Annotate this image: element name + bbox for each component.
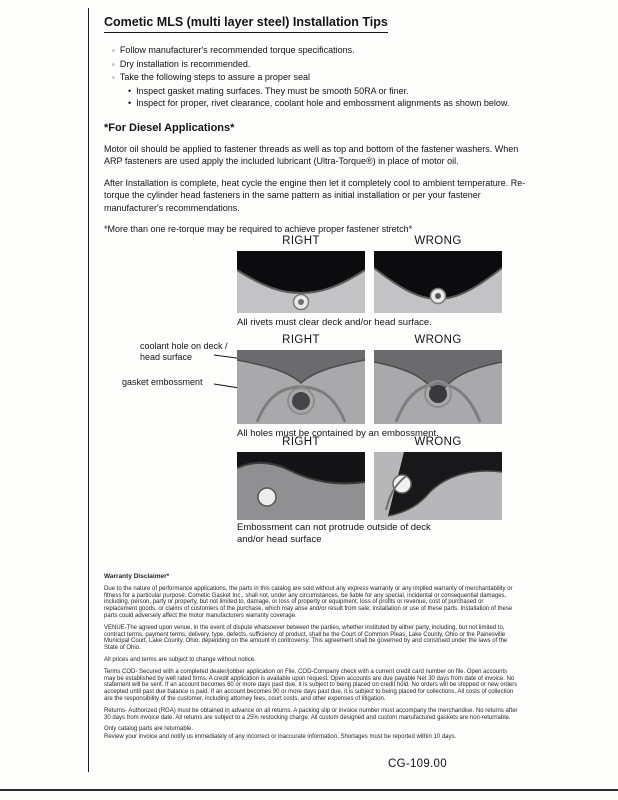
protrusion-right-image: [237, 452, 365, 520]
figure3-wrong-label: WRONG: [414, 436, 462, 448]
subtip-item: • Inspect for proper, rivet clearance, coolant hole and embossment alignments as shown below.: [128, 97, 542, 110]
disclaimer-paragraph: Only catalog parts are returnable.: [104, 726, 194, 733]
rivet-right-image: [237, 251, 365, 313]
figure2-right-label: RIGHT: [282, 334, 320, 346]
rivet-touching-deck-photo: [374, 251, 502, 313]
page-code: CG-109.00: [388, 758, 447, 770]
protrusion-wrong-image: [374, 452, 502, 520]
warranty-disclaimer-heading: Warranty Disclaimer*: [104, 573, 170, 580]
rivet-wrong-image: [374, 251, 502, 313]
subtip-item: • Inspect gasket mating surfaces. They must be smooth 50RA or finer.: [128, 85, 542, 98]
tip-item: ◦ Dry installation is recommended.: [112, 58, 542, 72]
figure3-caption: Embossment can not protrude outside of deck and/or head surface: [237, 522, 431, 545]
hole-contained-photo: [237, 350, 365, 424]
tip-item: ◦ Follow manufacturer's recommended torque specifications.: [112, 44, 542, 58]
bottom-edge-rule: [0, 789, 618, 791]
disclaimer-paragraph: Terms COD- Secured with a completed dealer/jobber application on File, COD-Company check with a current credit card number on file. Open accounts may be established by well rated firms. A credit application is available upon request. Open accounts are due payable Net 30 days from date of invoice. No statement will be sent. If an account becomes 60 or more days past due, it is subject to being placed on credit hold. No orders will be shipped or new orders accepted until past due balance is paid. If an account becomes 90 or more days past due, it is subject to being placed for collections. All costs of collection are the responsibility of the customer, including attorney fees, court costs, and other expenses of litigation.: [104, 668, 518, 702]
diesel-paragraph-1: Motor oil should be applied to fastener threads as well as top and bottom of the fastener washers. When ARP fasteners are used apply the included lubricant (Ultra-Torque®) in place of motor oil.: [104, 143, 519, 166]
disclaimer-paragraph: VENUE-The agreed upon venue, in the event of dispute whatsoever between the parties, whether instituted by either party, including, but not limited to, contract terms, payment terms, delivery, type, defects, sufficiency of product, shall be the Court of Common Pleas, Lake County, Ohio or the Painesville Municipal Court, Lake County, Ohio, depending on the amount in controversy. This agreement shall be governed by and construed under the laws of the State of Ohio.: [104, 624, 508, 652]
hole-not-contained-photo: [374, 350, 502, 424]
figure1-wrong-label: WRONG: [414, 235, 462, 247]
figure1-caption: All rivets must clear deck and/or head surface.: [237, 317, 432, 328]
retorque-note: *More than one re-torque may be required to achieve proper fastener stretch*: [104, 224, 413, 234]
embossment-inside-deck-photo: [237, 452, 365, 520]
figure1-right-label: RIGHT: [282, 235, 320, 247]
main-content: [104, 13, 542, 245]
disclaimer-paragraph: Review your invoice and notify us immediately of any incorrect or inaccurate information. Shortages must be reported within 10 days.: [104, 734, 457, 741]
diesel-paragraph-2: After Installation is complete, heat cycle the engine then let it completely cool to ambient temperature. Re-torque the cylinder head fasteners in the same pattern as initial installation or per your fastener manufacturer's recommendations.: [104, 177, 526, 213]
warranty-disclaimer: [104, 574, 518, 746]
callout-gasket-embossment-label: gasket embossment: [122, 377, 203, 387]
installation-subtips-list: [112, 85, 542, 110]
diesel-applications-heading: *For Diesel Applications*: [104, 121, 235, 134]
figure2-wrong-label: WRONG: [414, 334, 462, 346]
embossment-wrong-image: [374, 350, 502, 424]
rivet-clear-deck-photo: [237, 251, 365, 313]
installation-tips-list: [104, 44, 542, 110]
left-border-rule: [88, 8, 89, 772]
callout-coolant-hole-label: coolant hole on deck / head surface: [140, 341, 228, 362]
page-title: Cometic MLS (multi layer steel) Installation Tips: [104, 15, 388, 33]
figure2-caption: All holes must be contained by an embossment.: [237, 428, 439, 439]
tip-item: ◦ Take the following steps to assure a proper seal: [112, 71, 542, 85]
disclaimer-paragraph: Returns- Authorized (RGA) must be obtained in advance on all returns. A packing slip or invoice number must accompany the merchandise. No returns after 30 days from invoice date. All returns are subject to a 25% restocking charge. All custom designed and custom manufactured gaskets are non-returnable.: [104, 707, 518, 721]
disclaimer-paragraph: All prices and terms are subject to change without notice.: [104, 656, 256, 663]
disclaimer-paragraph: Due to the nature of performance applications, the parts in this catalog are sold without any express warranty or any implied warranty of merchantability or fitness for a particular purpose. Cometic Gasket Inc., shall not, under any circumstances, be liable for any special, incidental or consequential damages, including, person, party or property, but not limited to, damage, or loss of property or equipment, loss of profits or revenue, cost of purchased or replacement goods, or claims of customers of the purchase, which may arise and/or result from sale, installation or use of these parts. Installation of these parts could adversely affect the motor manufacturers warranty coverage.: [104, 585, 513, 619]
embossment-protruding-photo: [374, 452, 502, 520]
figure3-right-label: RIGHT: [282, 436, 320, 448]
embossment-right-image: [237, 350, 365, 424]
